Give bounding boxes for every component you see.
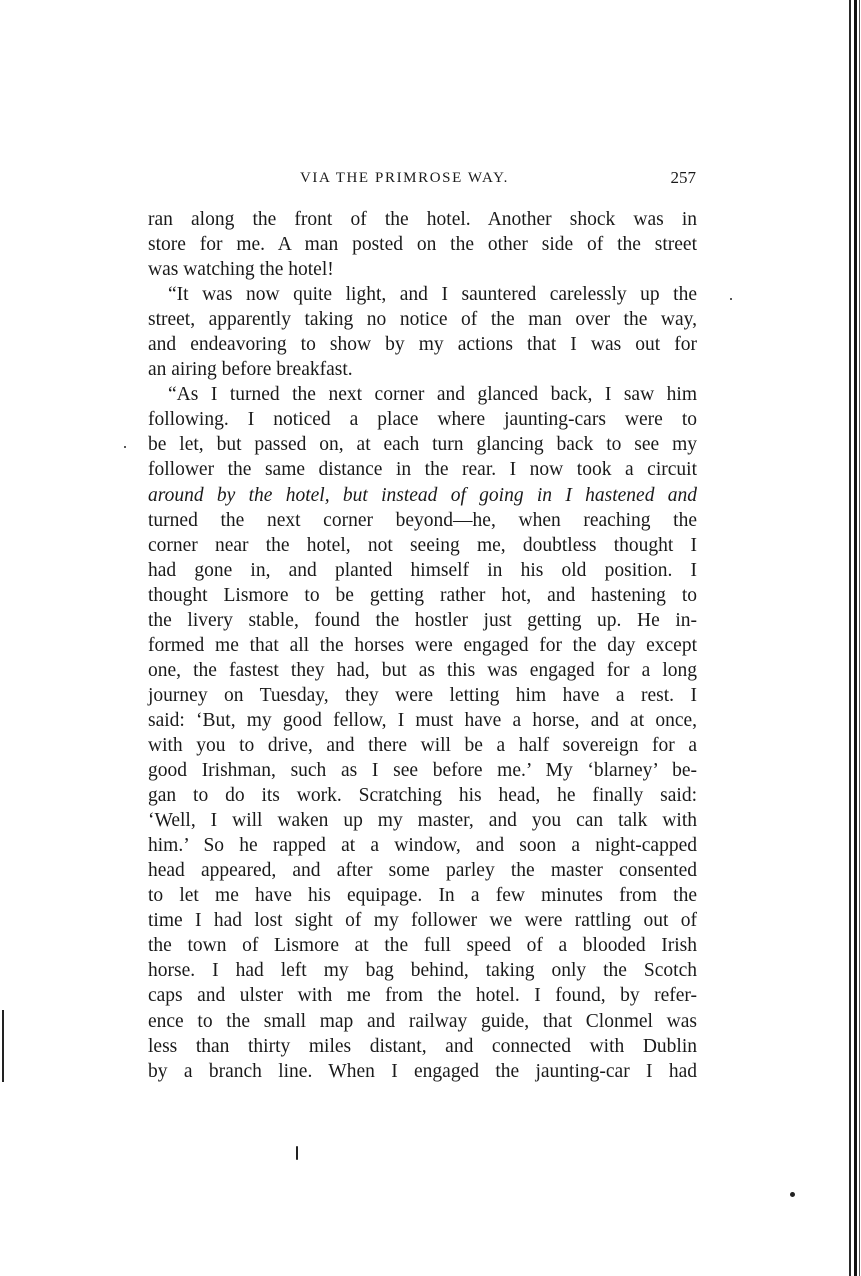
text-line: an airing before breakfast. bbox=[148, 359, 353, 381]
text-line: horse. I had left my bag behind, taking only the Scotch bbox=[148, 960, 697, 982]
text-line: by a branch line. When I engaged the jaunting-car I had bbox=[148, 1060, 697, 1082]
binding-rule bbox=[849, 0, 851, 1276]
binding-rule bbox=[859, 0, 860, 1276]
text-line: corner near the hotel, not seeing me, doubtless thought I bbox=[148, 534, 697, 556]
page-number: 257 bbox=[670, 168, 696, 187]
text-line: formed me that all the horses were engaged for the day except bbox=[148, 634, 697, 656]
text-line: around by the hotel, but instead of going in I hastened and bbox=[148, 484, 697, 506]
text-line: street, apparently taking no notice of the man over the way, bbox=[148, 309, 697, 331]
text-line: less than thirty miles distant, and connected with Dublin bbox=[148, 1035, 697, 1057]
text-line: ‘Well, I will waken up my master, and you can talk with bbox=[148, 810, 697, 832]
text-line: turned the next corner beyond—he, when reaching the bbox=[148, 509, 697, 531]
running-title: VIA THE PRIMROSE WAY. bbox=[300, 170, 509, 186]
text-line: store for me. A man posted on the other side of the street bbox=[148, 234, 697, 256]
ink-speck bbox=[790, 1192, 795, 1197]
text-line: time I had lost sight of my follower we were rattling out of bbox=[148, 910, 697, 932]
binding-rule bbox=[854, 0, 857, 1276]
text-line: one, the fastest they had, but as this was engaged for a long bbox=[148, 659, 697, 681]
text-line: journey on Tuesday, they were letting him have a rest. I bbox=[148, 684, 697, 706]
text-line: him.’ So he rapped at a window, and soon a night-capped bbox=[148, 835, 697, 857]
margin-mark bbox=[2, 1010, 4, 1082]
text-line: “It was now quite light, and I sauntered carelessly up the bbox=[168, 284, 697, 306]
text-line: gan to do its work. Scratching his head, he finally said: bbox=[148, 785, 697, 807]
text-line: head appeared, and after some parley the master consented bbox=[148, 860, 697, 882]
body-text bbox=[148, 207, 697, 1084]
text-line: be let, but passed on, at each turn glancing back to see my bbox=[148, 434, 697, 456]
text-line: to let me have his equipage. In a few minutes from the bbox=[148, 885, 697, 907]
text-line: said: ‘But, my good fellow, I must have a horse, and at once, bbox=[148, 709, 697, 731]
text-line: the town of Lismore at the full speed of a blooded Irish bbox=[148, 935, 697, 957]
text-line: following. I noticed a place where jaunting-cars were to bbox=[148, 409, 697, 431]
text-line: follower the same distance in the rear. I now took a circuit bbox=[148, 459, 697, 481]
ink-speck bbox=[730, 298, 732, 300]
text-line: had gone in, and planted himself in his old position. I bbox=[148, 559, 697, 581]
text-line: and endeavoring to show by my actions that I was out for bbox=[148, 334, 697, 356]
text-line: with you to drive, and there will be a half sovereign for a bbox=[148, 734, 697, 756]
running-head bbox=[148, 170, 698, 194]
text-line: ran along the front of the hotel. Another shock was in bbox=[148, 209, 697, 230]
ink-speck bbox=[296, 1146, 298, 1160]
text-line: was watching the hotel! bbox=[148, 259, 334, 281]
binding-edge bbox=[849, 0, 861, 1276]
text-line: ence to the small map and railway guide, that Clonmel was bbox=[148, 1010, 697, 1032]
ink-speck bbox=[124, 446, 126, 448]
text-line: caps and ulster with me from the hotel. I found, by refer- bbox=[148, 985, 697, 1007]
text-line: thought Lismore to be getting rather hot, and hastening to bbox=[148, 584, 697, 606]
text-line: “As I turned the next corner and glanced back, I saw him bbox=[168, 384, 697, 406]
text-line: good Irishman, such as I see before me.’ My ‘blarney’ be- bbox=[148, 760, 697, 782]
text-line: the livery stable, found the hostler just getting up. He in- bbox=[148, 609, 697, 631]
